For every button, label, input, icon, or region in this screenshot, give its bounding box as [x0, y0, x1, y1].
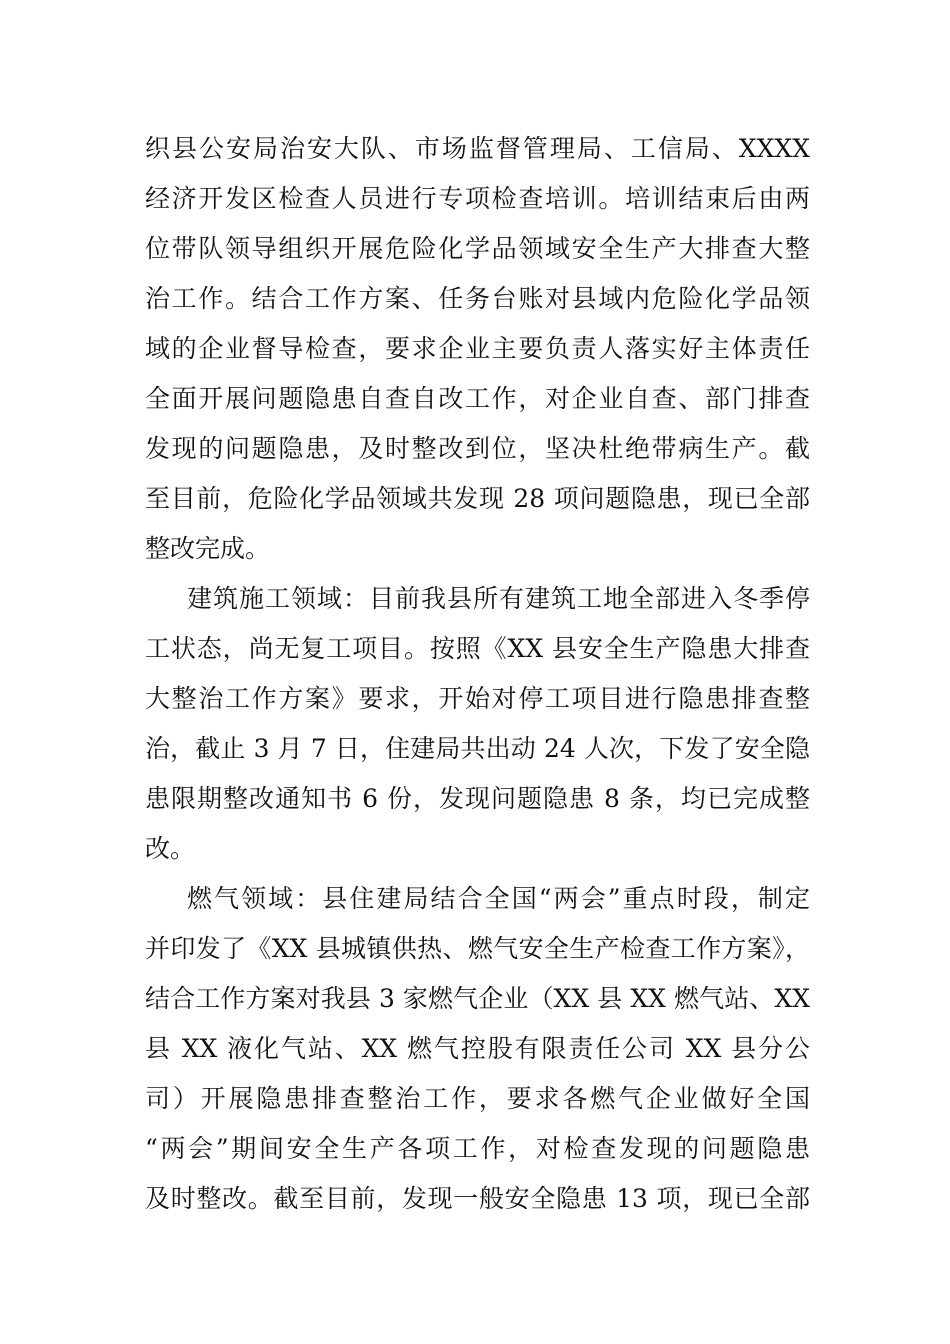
text-line-2: 经济开发区检查人员进行专项检查培训。培训结束后由两: [145, 184, 810, 213]
text-line-20: 司）开展隐患排查整治工作，要求各燃气企业做好全国: [145, 1084, 810, 1113]
text-line-17: 并印发了《XX 县城镇供热、燃气安全生产检查工作方案》，: [145, 934, 810, 963]
text-line-1: 织县公安局治安大队、市场监督管理局、工信局、XXXX: [145, 134, 810, 163]
text-line-5: 域的企业督导检查，要求企业主要负责人落实好主体责任: [145, 334, 810, 363]
text-line-13: 治，截止 3 月 7 日，住建局共出动 24 人次，下发了安全隐: [145, 734, 810, 763]
text-line-16: 燃气领域：县住建局结合全国“两会”重点时段，制定: [187, 884, 810, 913]
text-line-8: 至目前，危险化学品领域共发现 28 项问题隐患，现已全部: [145, 484, 810, 513]
text-line-18: 结合工作方案对我县 3 家燃气企业（XX 县 XX 燃气站、XX: [145, 984, 810, 1013]
text-line-14: 患限期整改通知书 6 份，发现问题隐患 8 条，均已完成整: [145, 784, 810, 813]
text-line-11: 工状态，尚无复工项目。按照《XX 县安全生产隐患大排查: [145, 634, 810, 663]
text-line-3: 位带队领导组织开展危险化学品领域安全生产大排查大整: [145, 234, 810, 263]
text-line-6: 全面开展问题隐患自查自改工作，对企业自查、部门排查: [145, 384, 810, 413]
text-line-9: 整改完成。: [145, 534, 271, 563]
text-line-21: “两会”期间安全生产各项工作，对检查发现的问题隐患: [145, 1134, 810, 1163]
text-line-7: 发现的问题隐患，及时整改到位，坚决杜绝带病生产。截: [145, 434, 810, 463]
text-line-10: 建筑施工领域：目前我县所有建筑工地全部进入冬季停: [187, 584, 810, 613]
text-line-22: 及时整改。截至目前，发现一般安全隐患 13 项，现已全部: [145, 1184, 810, 1213]
text-line-19: 县 XX 液化气站、XX 燃气控股有限责任公司 XX 县分公: [145, 1034, 810, 1063]
text-line-12: 大整治工作方案》要求，开始对停工项目进行隐患排查整: [145, 684, 810, 713]
text-line-4: 治工作。结合工作方案、任务台账对县域内危险化学品领: [145, 284, 810, 313]
text-line-15: 改。: [145, 834, 196, 863]
